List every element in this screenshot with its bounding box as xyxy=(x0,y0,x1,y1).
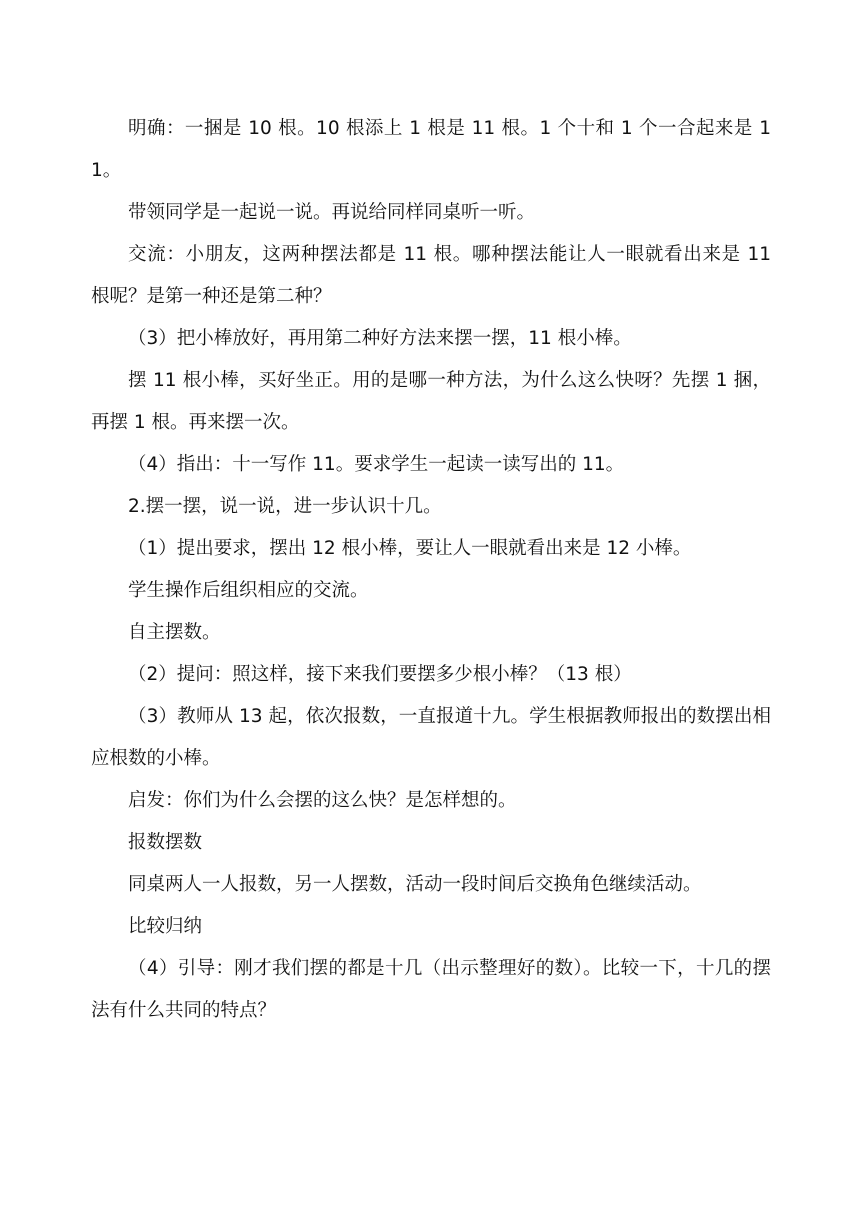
paragraph: （3）把小棒放好，再用第二种好方法来摆一摆，11 根小棒。 xyxy=(128,328,632,349)
paragraph: 同桌两人一人报数，另一人摆数，活动一段时间后交换角色继续活动。 xyxy=(128,874,702,895)
paragraph: 交流：小朋友，这两种摆法都是 11 根。哪种摆法能让人一眼就看出来是 11 根呢？是第一种还是第二种？ xyxy=(91,244,771,307)
paragraph: 学生操作后组织相应的交流。 xyxy=(128,580,369,601)
paragraph: 2.摆一摆，说一说，进一步认识十几。 xyxy=(128,496,442,517)
paragraph: （4）指出：十一写作 11。要求学生一起读一读写出的 11。 xyxy=(128,454,625,475)
paragraph: （2）提问：照这样，接下来我们要摆多少根小棒？（13 根） xyxy=(128,664,632,685)
document-body xyxy=(91,108,771,1032)
paragraph: 启发：你们为什么会摆的这么快？是怎样想的。 xyxy=(128,790,517,811)
paragraph: （1）提出要求，摆出 12 根小棒，要让人一眼就看出来是 12 小棒。 xyxy=(128,538,692,559)
paragraph: 明确：一捆是 10 根。10 根添上 1 根是 11 根。1 个十和 1 个一合起来是 11。 xyxy=(91,118,771,181)
paragraph: 带领同学是一起说一说。再说给同样同桌听一听。 xyxy=(128,202,536,223)
paragraph: （3）教师从 13 起，依次报数，一直报道十九。学生根据教师报出的数摆出相应根数的小棒。 xyxy=(91,706,771,769)
paragraph: 比较归纳 xyxy=(128,916,203,937)
paragraph: 摆 11 根小棒，买好坐正。用的是哪一种方法，为什么这么快呀？先摆 1 捆，再摆 1 根。再来摆一次。 xyxy=(91,370,771,433)
paragraph: （4）引导：刚才我们摆的都是十几（出示整理好的数）。比较一下，十几的摆法有什么共同的特点？ xyxy=(91,958,771,1021)
paragraph: 报数摆数 xyxy=(128,832,203,853)
paragraph: 自主摆数。 xyxy=(128,622,221,643)
